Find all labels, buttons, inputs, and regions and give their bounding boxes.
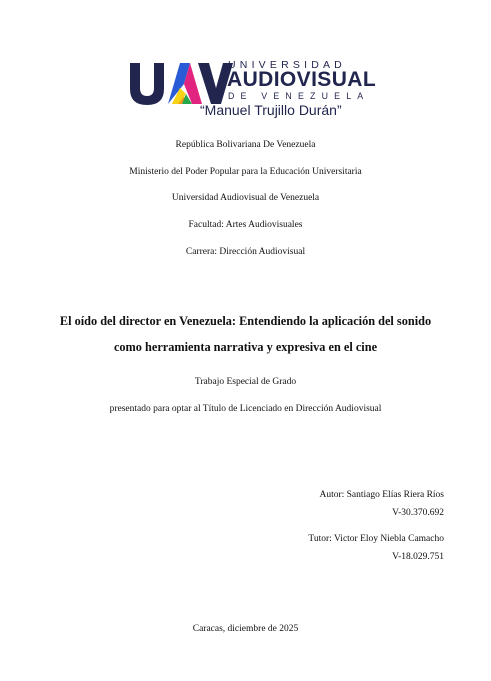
logo-de-venezuela: DE VENEZUELA — [228, 91, 370, 101]
thesis-type: Trabajo Especial de Grado — [194, 377, 297, 387]
logo-manuel-trujillo: “Manuel Trujillo Durán” — [200, 102, 342, 118]
thesis-title-line-2: como herramienta narrativa y expresiva en el cine — [113, 340, 378, 354]
logo-audiovisual: AUDIOVISUAL — [227, 68, 377, 91]
university-logo — [128, 58, 377, 122]
thesis-title-line-1: El oído del director en Venezuela: Entendiendo la aplicación del sonido — [59, 314, 432, 328]
author-id: V-30.370.692 — [392, 508, 444, 518]
tutor-name: Tutor: Victor Eloy Niebla Camacho — [308, 534, 444, 544]
faculty-line: Facultad: Artes Audiovisuales — [188, 220, 303, 230]
career-line: Carrera: Dirección Audiovisual — [185, 247, 306, 257]
country-line: República Bolivariana De Venezuela — [175, 140, 316, 150]
tutor-id: V-18.029.751 — [392, 552, 444, 562]
ministry-line: Ministerio del Poder Popular para la Educación Universitaria — [129, 167, 362, 177]
logo-universidad: UNIVERSIDAD — [228, 59, 346, 71]
thesis-purpose: presentado para optar al Título de Licenciado en Dirección Audiovisual — [109, 404, 382, 414]
university-line: Universidad Audiovisual de Venezuela — [171, 193, 320, 203]
place-date: Caracas, diciembre de 2025 — [192, 624, 299, 634]
author-name: Autor: Santiago Elías Riera Ríos — [319, 490, 444, 500]
